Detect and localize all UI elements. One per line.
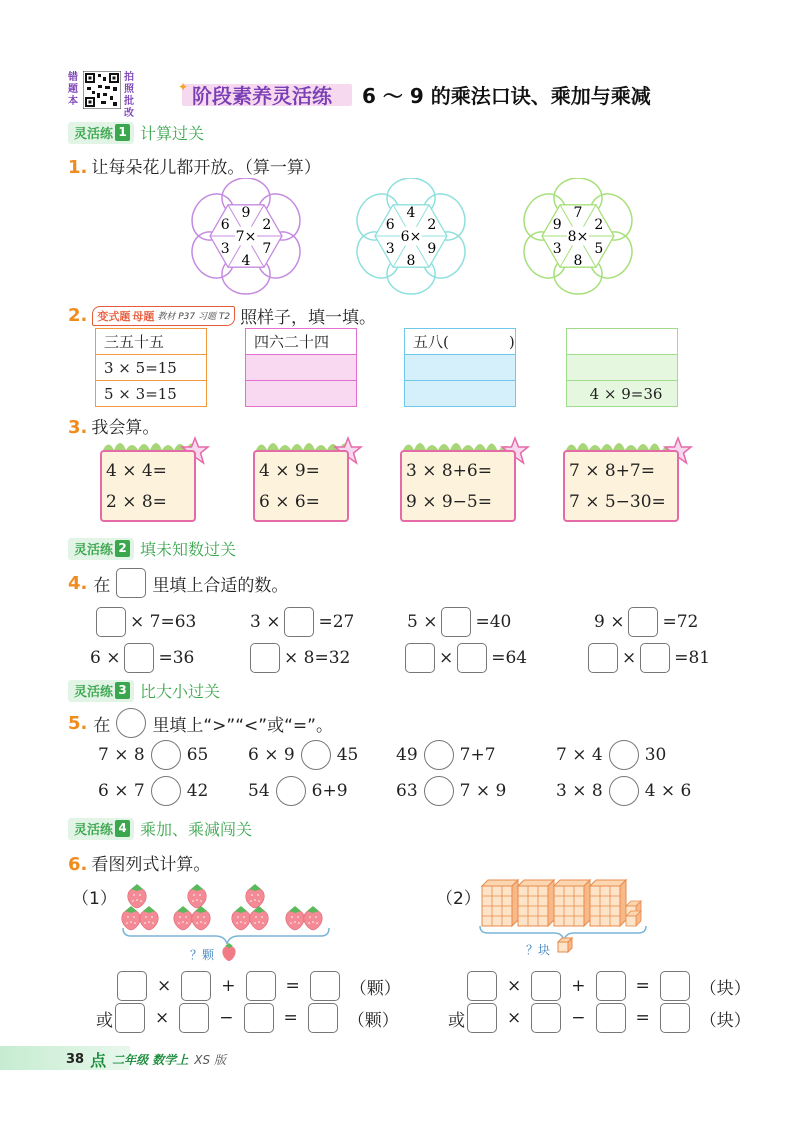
compare-circle[interactable] (151, 776, 181, 806)
answer-box[interactable] (467, 1003, 497, 1033)
example-circle (116, 708, 146, 738)
calc-line: 4 × 9= (259, 461, 320, 481)
calc-line: 2 × 8= (106, 492, 167, 512)
q5-item-4: 7 × 4 30 (556, 740, 666, 770)
flower-petal-number: 9 (241, 205, 251, 221)
brand-logo: 点 (90, 1051, 107, 1070)
pattern-table (95, 328, 207, 407)
compare-circle[interactable] (609, 740, 639, 770)
q4-item-1: × 7=63 (96, 607, 196, 637)
calc-line: 6 × 6= (259, 492, 320, 512)
section-name: 填未知数过关 (140, 540, 237, 559)
question-number: 2. (68, 305, 88, 326)
table-blank-cell[interactable] (567, 329, 678, 355)
example-box (116, 568, 146, 598)
strawberry-icon (220, 942, 238, 962)
flower-petal-number: 3 (552, 241, 562, 257)
section-4-header (68, 817, 252, 840)
answer-box[interactable] (467, 971, 497, 1001)
answer-box[interactable] (96, 607, 126, 637)
q4-item-5: 6 × =36 (90, 643, 194, 673)
section-tag: 灵活练 2 (68, 538, 134, 560)
qr-right-label: 拍照批改 (124, 72, 134, 119)
table-cell: 3 × 5=15 (96, 355, 207, 381)
flower-petal-number: 8 (406, 253, 416, 269)
strawberry (232, 906, 250, 930)
answer-box[interactable] (124, 643, 154, 673)
flower-petal-number: 7 (262, 241, 272, 257)
edition-label: XS 版 (194, 1053, 226, 1067)
answer-box[interactable] (588, 643, 618, 673)
table-cell: 5 × 3=15 (96, 381, 207, 407)
question-4 (68, 568, 288, 598)
answer-box[interactable] (596, 1003, 626, 1033)
p1-equation-1: × + = （颗） (117, 971, 401, 1001)
compare-circle[interactable] (609, 776, 639, 806)
pattern-table (245, 328, 357, 407)
qr-left-label: 错题本 (68, 72, 78, 107)
calc-card (398, 432, 534, 527)
answer-box[interactable] (660, 971, 690, 1001)
p2-equation-2: 或 × − = （块） (448, 1003, 751, 1033)
small-cubes (626, 901, 641, 926)
flower-petal-number: 8 (573, 253, 583, 269)
cube-stack (482, 880, 518, 926)
section-name: 比大小过关 (140, 682, 221, 701)
flower-petal-number: 3 (220, 241, 230, 257)
q2-tables (95, 328, 685, 410)
answer-box[interactable] (640, 643, 670, 673)
section-name: 计算过关 (140, 124, 205, 143)
flower-petal-number: 4 (241, 253, 251, 269)
cube-stack (590, 880, 626, 926)
question-text: 让每朵花儿都开放。（算一算） (91, 158, 321, 178)
answer-box[interactable] (250, 643, 280, 673)
cube-icon (556, 936, 574, 954)
flower-center-label: 8× (567, 229, 589, 245)
pattern-table (566, 328, 678, 407)
flower-center-label: 7× (235, 229, 257, 245)
flower-petal-number: 3 (385, 241, 395, 257)
q5-item-6: 54 6+9 (248, 776, 348, 806)
calc-card (561, 432, 697, 527)
question-text-a: 在 (93, 715, 111, 736)
answer-box[interactable] (244, 1003, 274, 1033)
question-number: 3. (68, 417, 88, 438)
strawberry (286, 906, 304, 930)
compare-circle[interactable] (276, 776, 306, 806)
flower (516, 178, 640, 294)
cube-stack (554, 880, 590, 926)
answer-box[interactable] (628, 607, 658, 637)
question-number: 1. (68, 157, 88, 178)
flower-petal-number: 4 (406, 205, 416, 221)
table-cell: 三五十五 (96, 329, 207, 355)
strawberry (250, 906, 268, 930)
calc-line: 4 × 4= (106, 461, 167, 481)
answer-box[interactable] (246, 971, 276, 1001)
question-number: 4. (68, 572, 88, 594)
question-5 (68, 708, 333, 738)
pattern-table (404, 328, 516, 407)
question-text: 看图列式计算。 (91, 855, 211, 875)
q3-cards (98, 432, 698, 527)
q4-item-7: × =64 (405, 643, 527, 673)
part-2-question: ？块 (526, 943, 551, 957)
flower-petal-number: 5 (594, 241, 604, 257)
flowers (180, 178, 650, 298)
flower-petal-number: 6 (220, 217, 230, 233)
q5-item-2: 6 × 9 45 (248, 740, 358, 770)
page-title: 6 ～ 9 的乘法口诀、乘加与乘减 (362, 84, 651, 108)
table-blank-cell[interactable] (405, 355, 516, 381)
section-1-header (68, 121, 204, 144)
question-number: 5. (68, 712, 88, 734)
section-tag: 灵活练 4 (68, 818, 134, 840)
q4-item-3: 5 × =40 (407, 607, 511, 637)
section-2-header (68, 537, 236, 560)
q5-item-5: 6 × 7 42 (98, 776, 208, 806)
compare-circle[interactable] (424, 740, 454, 770)
table-blank-cell[interactable] (567, 355, 678, 381)
table-cell: 4 × 9=36 (567, 381, 678, 407)
section-tag: 灵活练 1 (68, 122, 134, 144)
p2-equation-1: × + = （块） (467, 971, 751, 1001)
table-cell: 五八( ) (405, 329, 516, 355)
section-name: 乘加、乘减闯关 (140, 820, 253, 839)
calc-line: 3 × 8+6= (406, 461, 492, 481)
flowers-svg (180, 178, 650, 298)
answer-box[interactable] (115, 1003, 145, 1033)
table-cell: 四六二十四 (246, 329, 357, 355)
qr-code[interactable] (68, 70, 140, 119)
strawberry (128, 884, 146, 908)
table-blank-cell[interactable] (246, 381, 357, 407)
part-1-question: ？颗 (190, 948, 215, 962)
flower-petal-number: 2 (594, 217, 604, 233)
flower-petal-number: 9 (427, 241, 437, 257)
answer-box[interactable] (405, 643, 435, 673)
calc-card (251, 432, 367, 527)
flower-petal-number: 7 (573, 205, 583, 221)
question-text-b: 里填上合适的数。 (152, 575, 289, 596)
table-blank-cell[interactable] (405, 381, 516, 407)
question-6 (68, 850, 210, 875)
section-3-header (68, 679, 220, 702)
question-1 (68, 153, 321, 178)
flower (349, 178, 473, 294)
answer-box[interactable] (531, 971, 561, 1001)
answer-box[interactable] (117, 971, 147, 1001)
part-2-label: （2） (436, 889, 481, 909)
q4-item-2: 3 × =27 (250, 607, 354, 637)
answer-box[interactable] (310, 971, 340, 1001)
q4-item-6: × 8=32 (250, 643, 350, 673)
flower-center-label: 6× (400, 229, 422, 245)
compare-circle[interactable] (301, 740, 331, 770)
title-badge: 阶段素养灵活练 (192, 84, 332, 108)
calc-card (98, 432, 214, 527)
answer-box[interactable] (660, 1003, 690, 1033)
calc-line: 9 × 9−5= (406, 492, 492, 512)
sparkle-icon: ✦ (178, 80, 189, 94)
question-text: 我会算。 (91, 418, 160, 438)
answer-box[interactable] (531, 1003, 561, 1033)
qr-icon (83, 71, 121, 109)
strawberry (140, 906, 158, 930)
strawberry (192, 906, 210, 930)
page-number: 38 (66, 1052, 85, 1067)
flower-petal-number: 9 (552, 217, 562, 233)
variant-tag: 变式题 母题 教材 P37 习题 T2 (92, 306, 235, 326)
compare-circle[interactable] (151, 740, 181, 770)
section-tag: 灵活练 3 (68, 680, 134, 702)
q4-item-8: × =81 (588, 643, 710, 673)
q5-item-7: 63 7 × 9 (396, 776, 506, 806)
question-number: 6. (68, 854, 88, 875)
cube-stack (518, 880, 554, 926)
flower-petal-number: 2 (262, 217, 272, 233)
answer-box[interactable] (179, 1003, 209, 1033)
table-blank-cell[interactable] (246, 355, 357, 381)
answer-box[interactable] (441, 607, 471, 637)
flower-petal-number: 6 (385, 217, 395, 233)
strawberry (304, 906, 322, 930)
answer-box[interactable] (308, 1003, 338, 1033)
answer-box[interactable] (596, 971, 626, 1001)
flower-petal-number: 2 (427, 217, 437, 233)
strawberry (174, 906, 192, 930)
p1-equation-2: 或 × − = （颗） (96, 1003, 399, 1033)
strawberry (122, 906, 140, 930)
answer-box[interactable] (457, 643, 487, 673)
calc-line: 7 × 8+7= (569, 461, 655, 481)
part-1-label: （1） (72, 889, 117, 909)
q5-item-1: 7 × 8 65 (98, 740, 208, 770)
flower (184, 178, 308, 294)
q5-item-8: 3 × 8 4 × 6 (556, 776, 691, 806)
strawberry (188, 884, 206, 908)
question-text-b: 里填上“>”“<”或“=”。 (152, 715, 333, 736)
question-text-a: 在 (93, 575, 111, 596)
answer-box[interactable] (181, 971, 211, 1001)
q4-item-4: 9 × =72 (594, 607, 698, 637)
grade-label: 二年级 数学上 (112, 1053, 189, 1067)
compare-circle[interactable] (424, 776, 454, 806)
footer (66, 1048, 226, 1071)
answer-box[interactable] (284, 607, 314, 637)
question-2 (68, 303, 376, 328)
q5-item-3: 49 7+7 (396, 740, 496, 770)
question-text: 照样子，填一填。 (240, 308, 377, 328)
strawberry (246, 884, 264, 908)
calc-line: 7 × 5−30= (569, 492, 666, 512)
